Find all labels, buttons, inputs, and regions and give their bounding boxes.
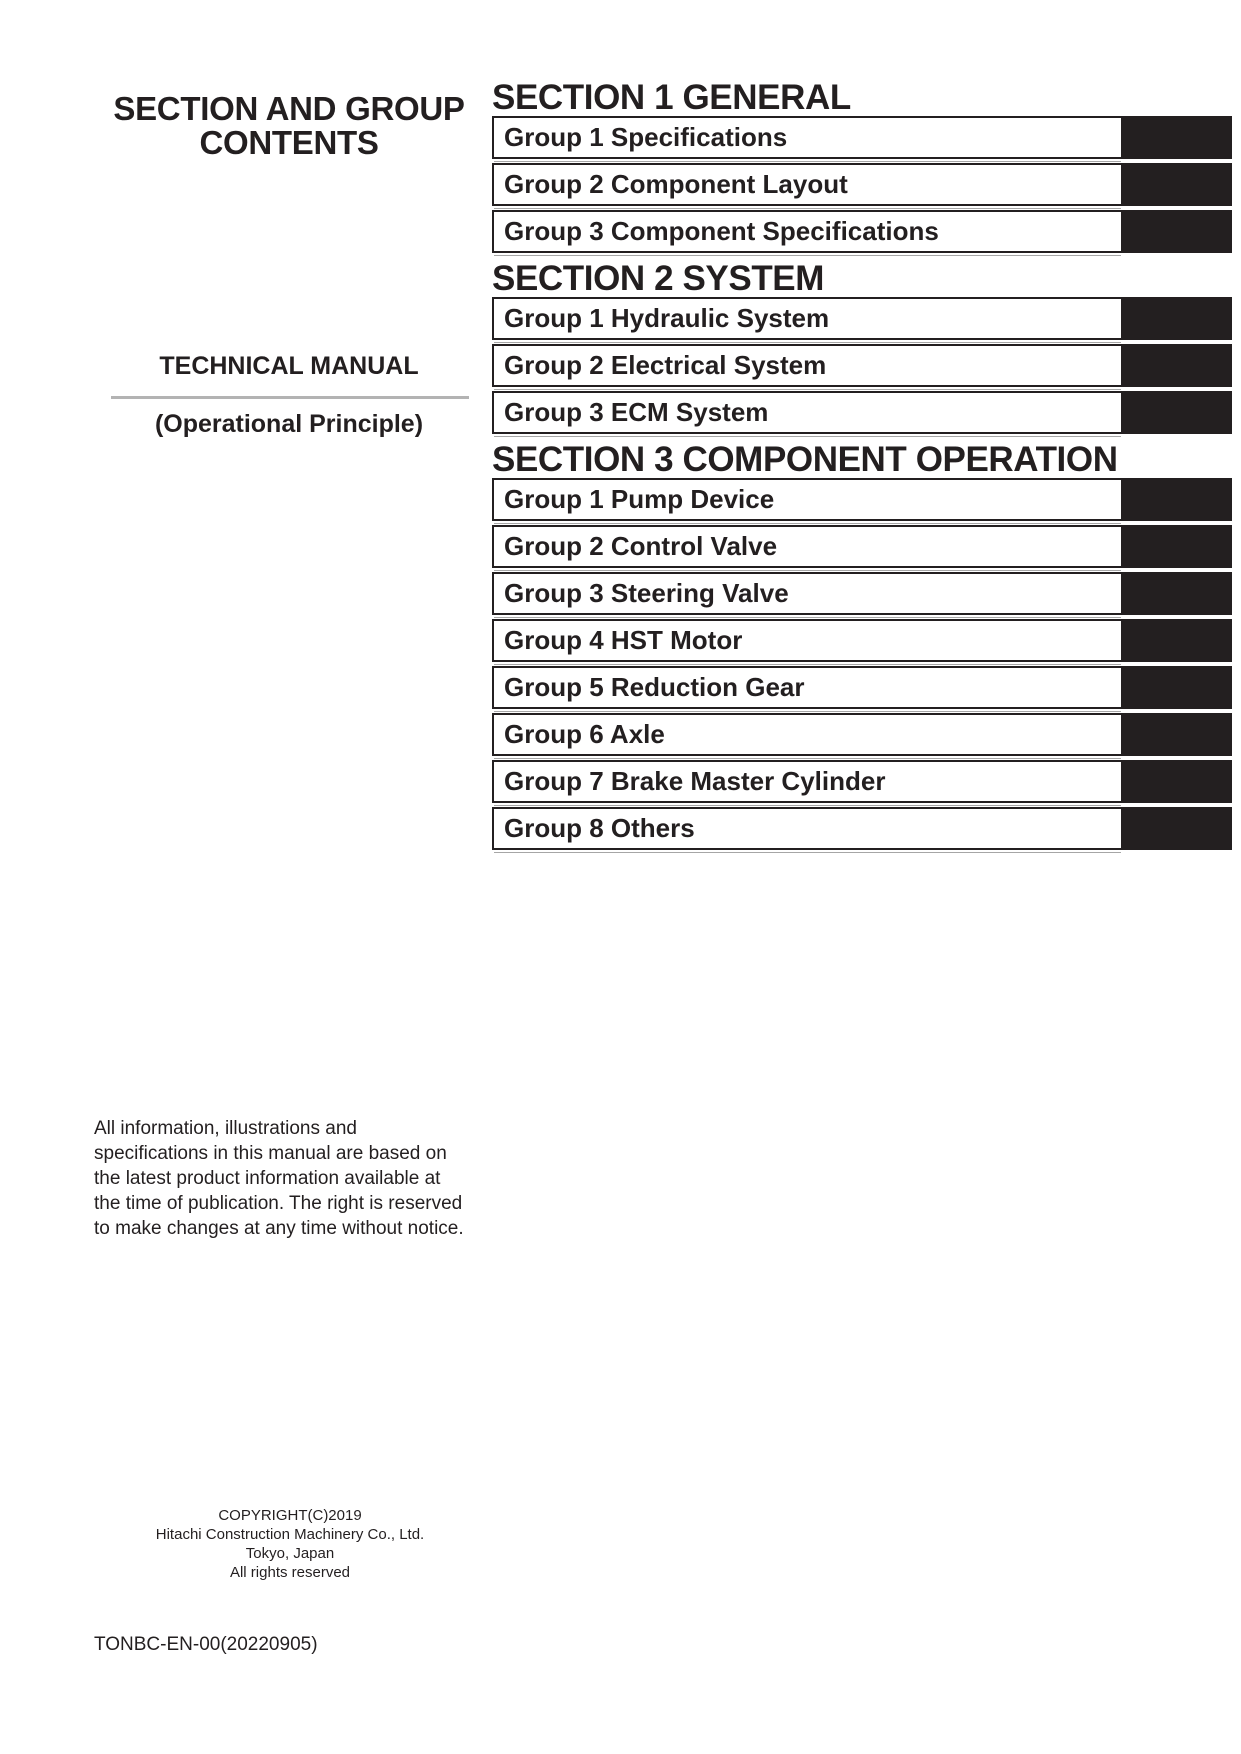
page-title-line2: CONTENTS	[199, 124, 379, 161]
group-label: Group 8 Others	[504, 813, 695, 843]
section-heading: SECTION 3 COMPONENT OPERATION	[492, 440, 1118, 479]
section-tab-marker	[1121, 762, 1232, 801]
copyright-rights: All rights reserved	[229, 1564, 351, 1581]
group-link[interactable]	[492, 163, 1232, 206]
group-link[interactable]	[492, 666, 1232, 709]
group-link[interactable]	[492, 210, 1232, 253]
section-tab-marker	[1121, 527, 1232, 566]
group-label: Group 2 Control Valve	[504, 531, 778, 561]
group-label: Group 3 Steering Valve	[504, 578, 789, 608]
group-label: Group 2 Electrical System	[504, 350, 827, 380]
group-link[interactable]	[492, 344, 1232, 387]
page-title-line1: SECTION AND GROUP	[113, 90, 465, 127]
divider	[111, 396, 469, 399]
section-tab-marker	[1121, 118, 1232, 157]
table-of-contents	[492, 76, 1232, 854]
group-label: Group 4 HST Motor	[504, 625, 743, 655]
copyright-company: Hitachi Construction Machinery Co., Ltd.	[155, 1526, 425, 1543]
group-label: Group 6 Axle	[504, 719, 665, 749]
manual-subtitle: (Operational Principle)	[154, 410, 424, 438]
group-link[interactable]	[492, 713, 1232, 756]
group-link[interactable]	[492, 572, 1232, 615]
group-link[interactable]	[492, 760, 1232, 803]
section-heading: SECTION 2 SYSTEM	[492, 259, 824, 298]
copyright-location: Tokyo, Japan	[245, 1545, 335, 1562]
section-tab-marker	[1121, 715, 1232, 754]
copyright-line: COPYRIGHT(C)2019	[218, 1507, 362, 1524]
section-tab-marker	[1121, 621, 1232, 660]
document-code: TONBC-EN-00(20220905)	[94, 1634, 318, 1655]
section-tab-marker	[1121, 299, 1232, 338]
group-link[interactable]	[492, 297, 1232, 340]
group-label: Group 3 Component Specifications	[504, 216, 939, 246]
page-title	[100, 92, 478, 160]
group-label: Group 3 ECM System	[504, 397, 769, 427]
disclaimer-text: All information, illustrations and specifications in this manual are based on the latest product information available at the time of publication. The right is reserved to make changes at any time without notice.	[94, 1118, 464, 1239]
section-tab-marker	[1121, 574, 1232, 613]
manual-type: TECHNICAL MANUAL	[159, 352, 419, 380]
group-link[interactable]	[492, 116, 1232, 159]
section-tab-marker	[1121, 165, 1232, 204]
section-heading: SECTION 1 GENERAL	[492, 78, 851, 117]
group-link[interactable]	[492, 619, 1232, 662]
group-label: Group 5 Reduction Gear	[504, 672, 805, 702]
group-label: Group 1 Hydraulic System	[504, 303, 830, 333]
section-tab-marker	[1121, 480, 1232, 519]
group-link[interactable]	[492, 525, 1232, 568]
section-tab-marker	[1121, 212, 1232, 251]
group-label: Group 2 Component Layout	[504, 169, 848, 199]
group-label: Group 1 Specifications	[504, 122, 788, 152]
group-link[interactable]	[492, 478, 1232, 521]
group-label: Group 7 Brake Master Cylinder	[504, 766, 886, 796]
section-tab-marker	[1121, 393, 1232, 432]
group-link[interactable]	[492, 391, 1232, 434]
section-tab-marker	[1121, 668, 1232, 707]
section-tab-marker	[1121, 346, 1232, 385]
section-tab-marker	[1121, 809, 1232, 848]
group-link[interactable]	[492, 807, 1232, 850]
copyright-block	[140, 1506, 440, 1582]
group-label: Group 1 Pump Device	[504, 484, 775, 514]
